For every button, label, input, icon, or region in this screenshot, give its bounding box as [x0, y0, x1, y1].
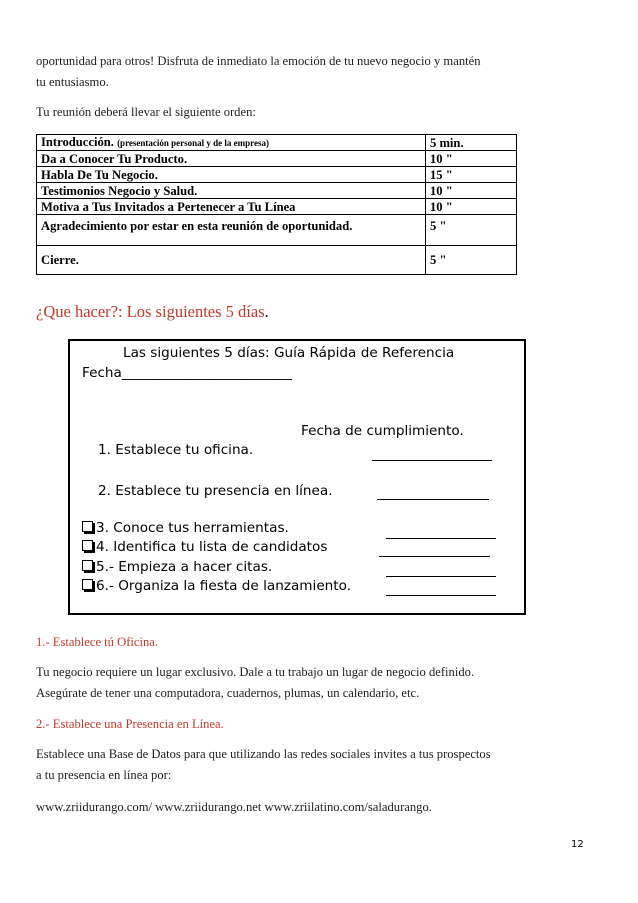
section-1-line-2: Asegúrate de tener una computadora, cuadernos, plumas, un calendario, etc.: [36, 686, 420, 700]
schedule-label: Agradecimiento por estar en esta reunión de oportunidad.: [37, 215, 426, 246]
schedule-time: 5 ": [426, 246, 517, 275]
checkbox-icon: [82, 579, 93, 590]
schedule-time: 5 ": [426, 215, 517, 246]
schedule-label: Motiva a Tus Invitados a Pertenecer a Tu Línea: [37, 199, 426, 215]
table-row: [37, 215, 517, 246]
section-2-line-2: a tu presencia en línea por:: [36, 768, 172, 782]
heading-period: .: [264, 302, 269, 321]
completion-date-blank-6: [386, 594, 496, 596]
schedule-label: Testimonios Negocio y Salud.: [37, 183, 426, 199]
schedule-note: (presentación personal y de la empresa): [117, 138, 269, 148]
guide-item-6: 6.- Organiza la fiesta de lanzamiento.: [82, 578, 351, 594]
page-number: 12: [571, 839, 584, 850]
guide-title: Las siguientes 5 días: Guía Rápida de Referencia: [123, 345, 455, 361]
next-days-heading-text: ¿Que hacer?: Los siguientes 5 días: [36, 302, 265, 321]
section-2-urls: www.zriidurango.com/ www.zriidurango.net www.zriilatino.com/saladurango.: [36, 800, 432, 814]
guide-item-5: 5.- Empieza a hacer citas.: [82, 559, 272, 575]
guide-item-4: 4. Identifica tu lista de candidatos: [82, 539, 327, 555]
schedule-time: 10 ": [426, 151, 517, 167]
table-row: [37, 246, 517, 275]
table-row: [37, 135, 517, 151]
completion-date-blank-4: [379, 555, 490, 557]
schedule-time: 10 ": [426, 183, 517, 199]
completion-date-blank-3: [386, 537, 496, 539]
intro-paragraph: [36, 51, 602, 93]
section-1-paragraph: [36, 662, 602, 704]
schedule-label: Habla De Tu Negocio.: [37, 167, 426, 183]
table-row: [37, 151, 517, 167]
schedule-label: Introducción. (presentación personal y de la empresa): [37, 135, 426, 151]
quick-reference-guide: [68, 339, 526, 615]
section-1-line-1: Tu negocio requiere un lugar exclusivo. Dale a tu trabajo un lugar de negocio definido.: [36, 665, 475, 679]
guide-date-line: _________________________: [121, 365, 292, 381]
table-row: [37, 199, 517, 215]
intro-line-1: oportunidad para otros! Disfruta de inmediato la emoción de tu nuevo negocio y mantén: [36, 54, 481, 68]
schedule-time: 5 min.: [426, 135, 517, 151]
schedule-time: 15 ": [426, 167, 517, 183]
order-text: Tu reunión deberá llevar el siguiente orden:: [36, 105, 256, 119]
checkbox-icon: [82, 560, 93, 571]
checkbox-icon: [82, 521, 93, 532]
completion-date-blank-2: [377, 498, 489, 500]
section-2-heading: 2.- Establece una Presencia en Línea.: [36, 717, 224, 731]
guide-item-1: 1. Establece tu oficina.: [98, 442, 254, 458]
meeting-schedule-table: [36, 134, 517, 275]
schedule-label: Cierre.: [37, 246, 426, 275]
table-row: [37, 183, 517, 199]
section-1-heading: 1.- Establece tú Oficina.: [36, 635, 159, 649]
completion-date-blank-5: [386, 575, 496, 577]
next-days-heading: [36, 302, 269, 322]
guide-item-2: 2. Establece tu presencia en línea.: [98, 483, 333, 499]
schedule-time: 10 ": [426, 199, 517, 215]
section-2-line-1: Establece una Base de Datos para que utilizando las redes sociales invites a tus prospectos: [36, 747, 491, 761]
completion-date-label: Fecha de cumplimiento.: [301, 423, 464, 439]
guide-date-label: Fecha_________________________: [82, 365, 292, 381]
completion-date-blank-1: [372, 459, 492, 461]
intro-line-2: tu entusiasmo.: [36, 75, 109, 89]
guide-item-3: 3. Conoce tus herramientas.: [82, 520, 289, 536]
table-row: [37, 167, 517, 183]
section-2-paragraph: [36, 744, 602, 786]
schedule-label: Da a Conocer Tu Producto.: [37, 151, 426, 167]
checkbox-icon: [82, 540, 93, 551]
